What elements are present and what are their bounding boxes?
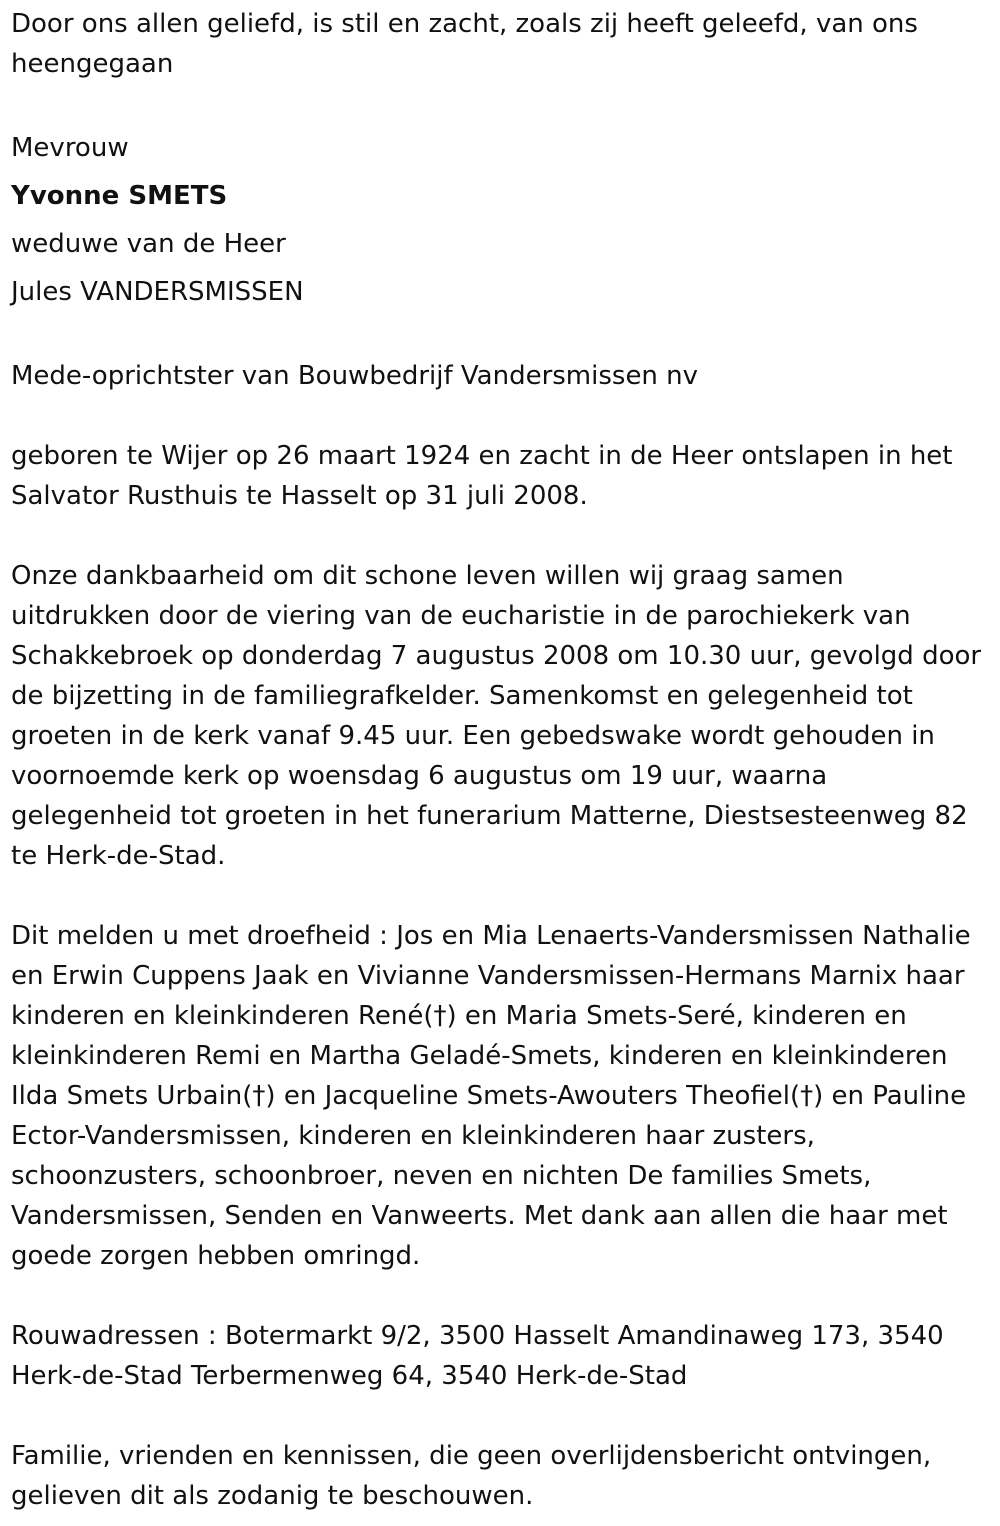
spacer bbox=[11, 1276, 990, 1316]
spacer bbox=[11, 1396, 990, 1436]
spacer bbox=[11, 84, 990, 124]
spacer bbox=[11, 316, 990, 356]
widow-of: weduwe van de Heer bbox=[11, 229, 286, 259]
honorific: Mevrouw bbox=[11, 133, 129, 163]
spouse-name: Jules VANDERSMISSEN bbox=[11, 277, 304, 307]
role-text: Mede-oprichtster van Bouwbedrijf Vandersmissen nv bbox=[11, 361, 699, 391]
closing-text: Familie, vrienden en kennissen, die geen overlijdensbericht ontvingen, gelieven dit als zodanig te beschouwen. bbox=[11, 1441, 932, 1511]
ceremony-text: Onze dankbaarheid om dit schone leven willen wij graag samen uitdrukken door de viering van de eucharistie in de parochiekerk van Schakkebroek op donderdag 7 augustus 2008 om 10.30 uur, gevolgd door de bijzetting in de familiegrafkelder. Samenkomst en gelegenheid tot groeten in de kerk vanaf 9.45 uur. Een gebedswake wordt gehouden in voornoemde kerk op woensdag 6 augustus om 19 uur, waarna gelegenheid tot groeten in het funerarium Matterne, Diestsesteenweg 82 te Herk-de-Stad. bbox=[11, 561, 982, 871]
spacer bbox=[11, 396, 990, 436]
spacer bbox=[11, 516, 990, 556]
spacer bbox=[11, 876, 990, 916]
addresses-text: Rouwadressen : Botermarkt 9/2, 3500 Hasselt Amandinaweg 173, 3540 Herk-de-Stad Terbermenweg 64, 3540 Herk-de-Stad bbox=[11, 1321, 944, 1391]
deceased-name: Yvonne SMETS bbox=[11, 181, 228, 211]
birth-death-text: geboren te Wijer op 26 maart 1924 en zacht in de Heer ontslapen in het Salvator Rusthuis te Hasselt op 31 juli 2008. bbox=[11, 441, 953, 511]
intro-text: Door ons allen geliefd, is stil en zacht, zoals zij heeft geleefd, van ons heengegaan bbox=[11, 9, 918, 79]
family-text: Dit melden u met droefheid : Jos en Mia Lenaerts-Vandersmissen Nathalie en Erwin Cuppens Jaak en Vivianne Vandersmissen-Hermans Marnix haar kinderen en kleinkinderen René(†) en Maria Smets-Seré, kinderen en kleinkinderen Remi en Martha Geladé-Smets, kinderen en kleinkinderen Ilda Smets Urbain(†) en Jacqueline Smets-Awouters Theofiel(†) en Pauline Ector-Vandersmissen, kinderen en kleinkinderen haar zusters, schoonzusters, schoonbroer, neven en nichten De families Smets, Vandersmissen, Senden en Vanweerts. Met dank aan allen die haar met goede zorgen hebben omringd. bbox=[11, 921, 971, 1271]
